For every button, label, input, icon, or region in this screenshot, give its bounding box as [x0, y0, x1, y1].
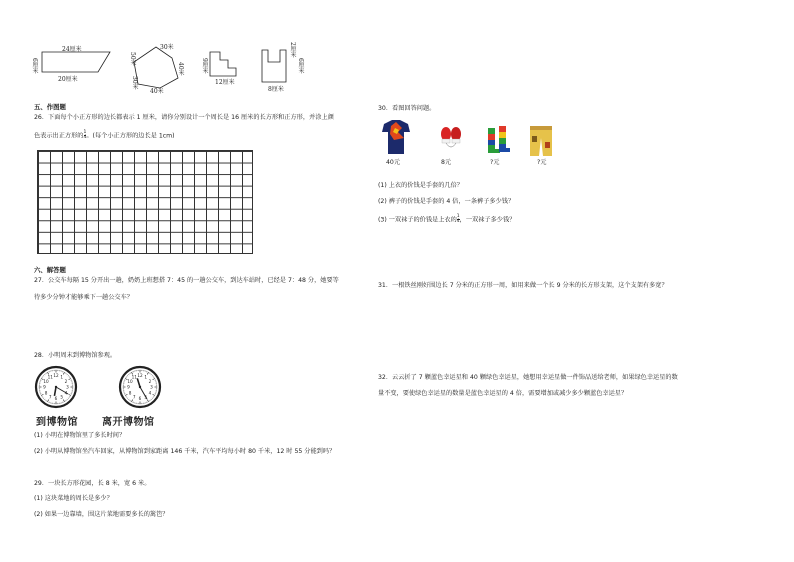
clock2-caption: 离开博物馆: [102, 417, 155, 428]
clock-numeral: 7: [132, 394, 136, 400]
clock1-caption: 到博物馆: [36, 417, 78, 428]
clock-numeral: 6: [138, 396, 142, 402]
figure-4: [262, 50, 286, 82]
q30-sub3: [378, 215, 515, 225]
clock-numeral: 8: [44, 390, 48, 396]
figure-2-right-label: 40米: [177, 62, 184, 76]
figure-3: [210, 52, 236, 76]
clock-numeral: 10: [127, 378, 133, 384]
figure-1-top-label: 24厘米: [62, 46, 82, 53]
q29-sub2: (2) 如果一边靠墙，围这片菜地需要多长的篱笆？: [34, 511, 169, 518]
price-shirt: 40元: [386, 159, 401, 166]
figure-2-left2-label: 30米: [131, 76, 138, 90]
figure-4-right-label: 6厘米: [297, 58, 304, 74]
clock-numeral: 3: [66, 384, 69, 390]
figure-4-top-label: 2厘米: [289, 42, 296, 58]
figure-2-bottom-label: 40米: [150, 88, 164, 95]
price-socks: ?元: [490, 159, 500, 166]
q31: 31．一根铁丝刚好围边长 7 分米的正方形一周，如用来做一个长 9 分米的长方形支架，这个支架有多宽？: [378, 282, 668, 289]
q26-frac-numerator: 1: [83, 130, 87, 135]
clock-numeral: 11: [131, 374, 137, 380]
q30-title: 30．看图回答问题。: [378, 105, 436, 112]
clock-numeral: 9: [43, 384, 46, 390]
q28-sub2: (2) 小明从博物馆坐汽车回家，从博物馆到家距离 146 千米，汽车平均每小时 80 千米，12 时 55 分能到吗？: [34, 448, 336, 455]
figure-4-bottom-label: 8厘米: [268, 86, 284, 93]
figure-2: [134, 47, 178, 88]
clock-numeral: 10: [43, 378, 49, 384]
q28-sub1: (1) 小明在博物馆里了多长时间？: [34, 432, 126, 439]
figure-2-left1-label: 50米: [129, 52, 136, 66]
gloves-icon: [441, 127, 461, 147]
figure-2-top-label: 30米: [160, 44, 174, 51]
figure-1-bottom-label: 20厘米: [58, 76, 78, 83]
section-5-title: 五、作图题: [34, 103, 66, 111]
figure-1: [42, 52, 110, 72]
figure-3-left-label: 9厘米: [201, 58, 208, 74]
q30-frac-numerator: 1: [456, 214, 460, 219]
socks-icon: [488, 126, 510, 153]
clock-numeral: 2: [64, 378, 68, 384]
clock-numeral: 11: [47, 374, 53, 380]
figure-3-bottom-label: 12厘米: [215, 79, 235, 86]
pants-icon: [530, 126, 552, 156]
clothing-items: [378, 118, 568, 164]
q27-line2: 待多少分钟才能够乘下一趟公交车？: [34, 294, 133, 301]
clock-arrival: [36, 367, 76, 407]
q27-line1: 27．公交车每隔 15 分开出一趟，奶奶上班想搭 7：45 的一趟公交车，到达车站时，已经是 7：48 分，她要等: [34, 277, 339, 284]
clock-numeral: 2: [148, 378, 152, 384]
q32-line1: 32．云云折了 7 颗蓝色幸运星和 40 颗绿色幸运星，她想用幸运星做一件饰品送给老师，如果绿色幸运星的数: [378, 374, 678, 381]
q26-line2-b: 。(每个小正方形的边长是 1cm): [86, 132, 175, 140]
section-6-title: 六、解答题: [34, 266, 66, 274]
clock-numeral: 1: [144, 374, 148, 380]
q32-line2: 量不变，要使绿色幸运星的数量是蓝色幸运星的 4 倍，需要增加或减少多少颗蓝色幸运星？: [378, 390, 628, 397]
q26-line1: 26．下面每个小正方形的边长都表示 1 厘米，请你分别设计一个周长是 16 厘米的长方形和正方形，并涂上颜: [34, 114, 334, 121]
q30-frac-denominator: 4: [456, 219, 460, 224]
clock-numeral: 1: [60, 374, 64, 380]
price-pants: ?元: [537, 159, 547, 166]
clock-numeral: 4: [148, 390, 152, 396]
clock-numeral: 8: [128, 390, 132, 396]
clock-numeral: 6: [54, 396, 58, 402]
q28-title: 28．小明周末到博物馆参观。: [34, 352, 117, 359]
clock-departure: [120, 367, 160, 407]
clock-numeral: 5: [60, 394, 64, 400]
figure-1-left-label: 6厘米: [31, 58, 38, 74]
q30-sub1: (1) 上衣的价钱是手套的几倍？: [378, 182, 463, 189]
price-gloves: 8元: [441, 159, 452, 166]
q26-line2-a: 色表示出正方形的: [34, 132, 84, 140]
q29-title: 29．一块长方形花园，长 8 米，宽 6 米。: [34, 480, 151, 487]
clock-numeral: 12: [53, 373, 59, 379]
q29-sub1: (1) 这块菜地的周长是多少？: [34, 495, 113, 502]
q30-sub3-a: (3) 一双袜子的价钱是上衣的: [378, 216, 457, 224]
clock-numeral: 7: [48, 394, 52, 400]
q26-line2: [34, 131, 175, 141]
shirt-icon: [382, 120, 410, 154]
drawing-grid[interactable]: [37, 150, 253, 254]
q26-frac-denominator: 4: [83, 135, 87, 140]
clock-numeral: 9: [127, 384, 130, 390]
clocks: [34, 365, 184, 413]
clock-numeral: 3: [150, 384, 153, 390]
q30-sub2: (2) 裤子的价钱是手套的 4 倍，一条裤子多少钱？: [378, 198, 515, 205]
clock-numeral: 12: [137, 373, 143, 379]
q30-sub3-b: ，一双袜子多少钱？: [459, 216, 516, 224]
